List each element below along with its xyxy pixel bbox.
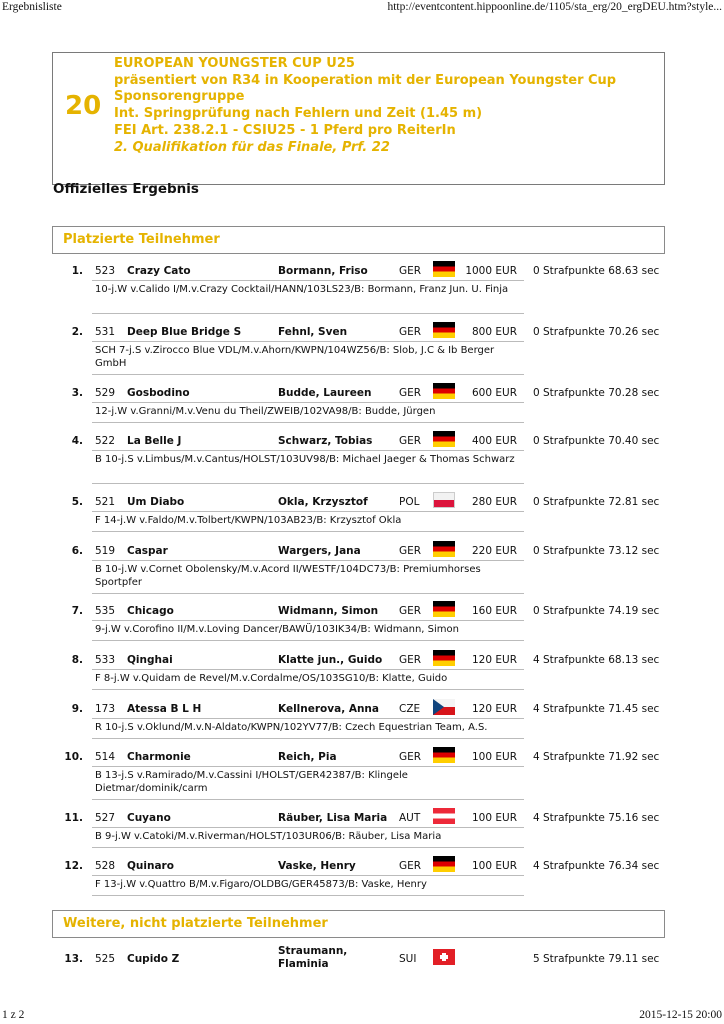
prize-money: 220 EUR (472, 545, 517, 557)
prize-money: 120 EUR (472, 654, 517, 666)
rank: 10. (64, 751, 83, 763)
bib-number: 173 (95, 703, 116, 715)
prize-money: 100 EUR (472, 751, 517, 763)
germany-flag-icon (433, 322, 455, 338)
germany-flag-icon (433, 650, 455, 666)
czech-flag-icon (433, 699, 455, 715)
rank: 11. (64, 812, 83, 824)
rider-name: Fehnl, Sven (278, 326, 348, 338)
rider-name: Vaske, Henry (278, 860, 356, 872)
horse-name: Um Diabo (127, 496, 185, 508)
rider-name: Okla, Krzysztof (278, 496, 368, 508)
germany-flag-icon (433, 856, 455, 872)
result: 4 Strafpunkte 75.16 sec (533, 812, 660, 824)
nation-code: CZE (399, 703, 421, 715)
competition-line: FEI Art. 238.2.1 - CSIU25 - 1 Pferd pro ReiterIn (114, 122, 456, 138)
bib-number: 531 (95, 326, 116, 338)
rider-name: Widmann, Simon (278, 605, 379, 617)
result: 0 Strafpunkte 70.40 sec (533, 435, 660, 447)
prize-money: 1000 EUR (465, 265, 517, 277)
prize-money: 400 EUR (472, 435, 517, 447)
print-footer-page: 1 z 2 (2, 1009, 25, 1021)
rider-name: Kellnerova, Anna (278, 703, 379, 715)
nation-code: AUT (399, 812, 421, 824)
horse-name: Qinghai (127, 654, 173, 666)
section-title: Platzierte Teilnehmer (63, 232, 220, 247)
rank: 3. (71, 387, 83, 399)
competition-line: Int. Springprüfung nach Fehlern und Zeit (1.45 m) (114, 106, 483, 122)
horse-details: F 13-j.W v.Quattro B/M.v.Figaro/OLDBG/GER45873/B: Vaske, Henry (92, 875, 524, 896)
bib-number: 525 (95, 953, 116, 965)
bib-number: 528 (95, 860, 116, 872)
section-header-unplaced (52, 910, 665, 938)
nation-code: GER (399, 545, 422, 557)
rank: 9. (71, 703, 83, 715)
horse-name: Cuyano (127, 812, 171, 824)
horse-details: B 10-j.S v.Limbus/M.v.Cantus/HOLST/103UV98/B: Michael Jaeger & Thomas Schwarz (92, 450, 524, 484)
result: 0 Strafpunkte 72.81 sec (533, 496, 660, 508)
result: 0 Strafpunkte 68.63 sec (533, 265, 660, 277)
nation-code: GER (399, 265, 422, 277)
bib-number: 523 (95, 265, 116, 277)
print-footer-datetime: 2015-12-15 20:00 (639, 1009, 722, 1021)
rider-name: Budde, Laureen (278, 387, 372, 399)
nation-code: SUI (399, 953, 417, 965)
rank: 7. (71, 605, 83, 617)
result: 4 Strafpunkte 71.45 sec (533, 703, 660, 715)
nation-code: POL (399, 496, 420, 508)
horse-name: Quinaro (127, 860, 174, 872)
germany-flag-icon (433, 541, 455, 557)
prize-money: 100 EUR (472, 860, 517, 872)
horse-details: SCH 7-j.S v.Zirocco Blue VDL/M.v.Ahorn/KWPN/104WZ56/B: Slob, J.C & Ib Berger GmbH (92, 341, 524, 375)
result: 4 Strafpunkte 76.34 sec (533, 860, 660, 872)
rider-name: Reich, Pia (278, 751, 337, 763)
rank: 5. (71, 496, 83, 508)
prize-money: 120 EUR (472, 703, 517, 715)
horse-details: R 10-j.S v.Oklund/M.v.N-Aldato/KWPN/102YV77/B: Czech Equestrian Team, A.S. (92, 718, 524, 739)
competition-line: Sponsorengruppe (114, 89, 245, 105)
poland-flag-icon (433, 492, 455, 508)
result: 0 Strafpunkte 73.12 sec (533, 545, 660, 557)
bib-number: 529 (95, 387, 116, 399)
horse-name: Crazy Cato (127, 265, 191, 277)
nation-code: GER (399, 860, 422, 872)
germany-flag-icon (433, 601, 455, 617)
horse-name: Cupido Z (127, 953, 180, 965)
bib-number: 514 (95, 751, 116, 763)
competition-line: 2. Qualifikation für das Finale, Prf. 22 (114, 139, 390, 155)
rider-name: Wargers, Jana (278, 545, 361, 557)
nation-code: GER (399, 654, 422, 666)
competition-line: EUROPEAN YOUNGSTER CUP U25 (114, 56, 355, 71)
bib-number: 533 (95, 654, 116, 666)
section-header-placed (52, 226, 665, 254)
prize-money: 600 EUR (472, 387, 517, 399)
horse-details: F 14-j.W v.Faldo/M.v.Tolbert/KWPN/103AB23/B: Krzysztof Okla (92, 511, 524, 532)
result: 5 Strafpunkte 79.11 sec (533, 953, 660, 965)
horse-name: Gosbodino (127, 387, 190, 399)
horse-name: Atessa B L H (127, 703, 202, 715)
nation-code: GER (399, 387, 422, 399)
rank: 8. (71, 654, 83, 666)
result: 0 Strafpunkte 70.26 sec (533, 326, 660, 338)
bib-number: 535 (95, 605, 116, 617)
competition-header (52, 52, 665, 185)
result: 4 Strafpunkte 68.13 sec (533, 654, 660, 666)
print-header-url: http://eventcontent.hippoonline.de/1105/sta_erg/20_ergDEU.htm?style... (387, 1, 722, 13)
result: 4 Strafpunkte 71.92 sec (533, 751, 660, 763)
result: 0 Strafpunkte 74.19 sec (533, 605, 660, 617)
horse-details: B 10-j.W v.Cornet Obolensky/M.v.Acord II/WESTF/104DC73/B: Premiumhorses Sportpfer (92, 560, 524, 594)
horse-name: Chicago (127, 605, 174, 617)
horse-name: Deep Blue Bridge S (127, 326, 242, 338)
rank: 13. (64, 953, 83, 965)
prize-money: 280 EUR (472, 496, 517, 508)
bib-number: 519 (95, 545, 116, 557)
austria-flag-icon (433, 808, 455, 824)
rank: 6. (71, 545, 83, 557)
competition-title (114, 56, 616, 156)
rider-name: Straumann, Flaminia (278, 945, 348, 970)
section-title: Weitere, nicht platzierte Teilnehmer (63, 916, 328, 931)
horse-name: Charmonie (127, 751, 191, 763)
bib-number: 527 (95, 812, 116, 824)
horse-name: La Belle J (127, 435, 182, 447)
competition-line: präsentiert von R34 in Kooperation mit der European Youngster Cup (114, 72, 617, 88)
horse-details: 12-j.W v.Granni/M.v.Venu du Theil/ZWEIB/102VA98/B: Budde, Jürgen (92, 402, 524, 423)
horse-details: B 13-j.S v.Ramirado/M.v.Cassini I/HOLST/GER42387/B: Klingele Dietmar/dominik/carm (92, 766, 524, 800)
nation-code: GER (399, 435, 422, 447)
germany-flag-icon (433, 431, 455, 447)
rider-name: Klatte jun., Guido (278, 654, 383, 666)
rank: 2. (71, 326, 83, 338)
prize-money: 100 EUR (472, 812, 517, 824)
nation-code: GER (399, 751, 422, 763)
horse-details: 10-j.W v.Calido I/M.v.Crazy Cocktail/HANN/103LS23/B: Bormann, Franz Jun. U. Finja (92, 280, 524, 314)
nation-code: GER (399, 326, 422, 338)
rider-name: Bormann, Friso (278, 265, 368, 277)
prize-money: 160 EUR (472, 605, 517, 617)
print-header-title: Ergebnisliste (2, 1, 62, 13)
rank: 4. (71, 435, 83, 447)
horse-details: F 8-j.W v.Quidam de Revel/M.v.Cordalme/OS/103SG10/B: Klatte, Guido (92, 669, 524, 690)
result: 0 Strafpunkte 70.28 sec (533, 387, 660, 399)
bib-number: 521 (95, 496, 116, 508)
page-title: Offizielles Ergebnis (53, 181, 199, 197)
germany-flag-icon (433, 383, 455, 399)
horse-details: B 9-j.W v.Catoki/M.v.Riverman/HOLST/103UR06/B: Räuber, Lisa Maria (92, 827, 524, 848)
horse-name: Caspar (127, 545, 168, 557)
rank: 12. (64, 860, 83, 872)
germany-flag-icon (433, 261, 455, 277)
bib-number: 522 (95, 435, 116, 447)
horse-details: 9-j.W v.Corofino II/M.v.Loving Dancer/BAWÜ/103IK34/B: Widmann, Simon (92, 620, 524, 641)
rank: 1. (71, 265, 83, 277)
rider-name: Räuber, Lisa Maria (278, 812, 388, 824)
nation-code: GER (399, 605, 422, 617)
rider-name: Schwarz, Tobias (278, 435, 373, 447)
prize-money: 800 EUR (472, 326, 517, 338)
switzerland-flag-icon (433, 949, 455, 965)
competition-number: 20 (65, 91, 102, 121)
germany-flag-icon (433, 747, 455, 763)
